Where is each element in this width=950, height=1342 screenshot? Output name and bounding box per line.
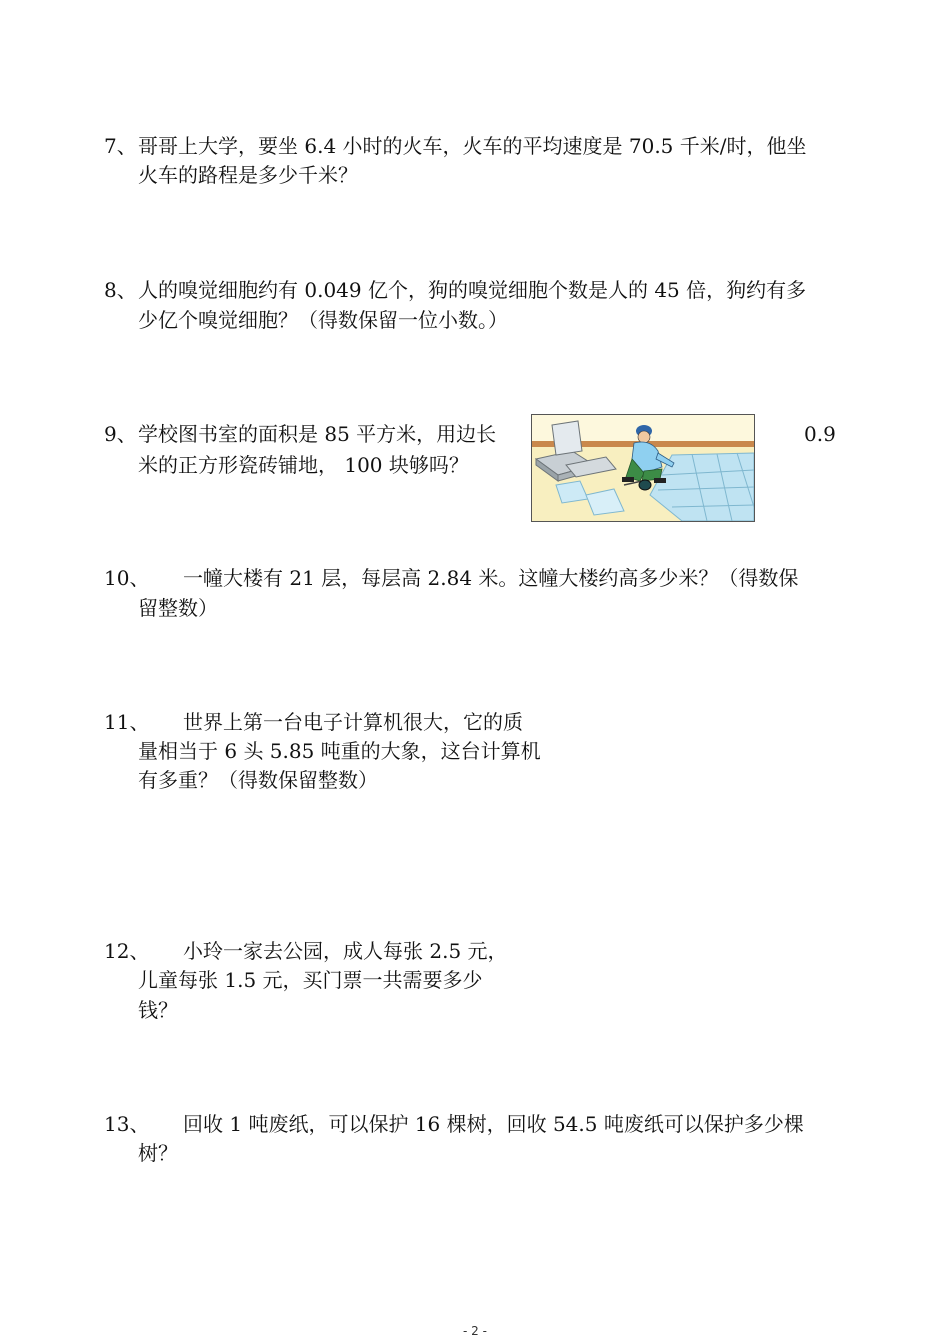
question-12-line-2: 儿童每张 1.5 元，买门票一共需要多少 xyxy=(138,968,483,992)
question-11-line-3: 有多重？（得数保留整数） xyxy=(138,768,378,792)
question-10-line-1: 一幢大楼有 21 层，每层高 2.84 米。这幢大楼约高多少米？（得数保 xyxy=(183,566,799,590)
question-13-number: 13、 xyxy=(104,1112,150,1136)
question-7-number: 7、 xyxy=(104,134,137,158)
tile-worker-illustration xyxy=(531,414,755,522)
question-12-number: 12、 xyxy=(104,939,150,963)
question-8-number: 8、 xyxy=(104,278,137,302)
question-11-line-1: 世界上第一台电子计算机很大，它的质 xyxy=(183,710,523,734)
page-number: - 2 - xyxy=(463,1324,487,1338)
question-9-side-value: 0.9 xyxy=(804,422,836,446)
question-8-line-2: 少亿个嗅觉细胞？（得数保留一位小数。） xyxy=(138,308,508,332)
question-13-line-2: 树？ xyxy=(138,1141,178,1165)
question-12-line-1: 小玲一家去公园，成人每张 2.5 元， xyxy=(183,939,508,963)
tile-worker-drawing xyxy=(532,415,754,521)
question-11-line-2: 量相当于 6 头 5.85 吨重的大象，这台计算机 xyxy=(138,739,541,763)
question-13-line-1: 回收 1 吨废纸，可以保护 16 棵树，回收 54.5 吨废纸可以保护多少棵 xyxy=(183,1112,804,1136)
question-10-number: 10、 xyxy=(104,566,150,590)
question-11-number: 11、 xyxy=(104,710,150,734)
question-12-line-3: 钱？ xyxy=(138,998,178,1022)
question-7-line-1: 哥哥上大学，要坐 6.4 小时的火车，火车的平均速度是 70.5 千米/时，他坐 xyxy=(138,134,807,158)
question-9-line-1: 学校图书室的面积是 85 平方米，用边长 xyxy=(138,422,497,446)
question-8-line-1: 人的嗅觉细胞约有 0.049 亿个，狗的嗅觉细胞个数是人的 45 倍，狗约有多 xyxy=(138,278,807,302)
question-7-line-2: 火车的路程是多少千米？ xyxy=(138,163,358,187)
question-10-line-2: 留整数） xyxy=(138,596,218,620)
question-9-line-2: 米的正方形瓷砖铺地， 100 块够吗？ xyxy=(138,453,469,477)
question-9-number: 9、 xyxy=(104,422,137,446)
